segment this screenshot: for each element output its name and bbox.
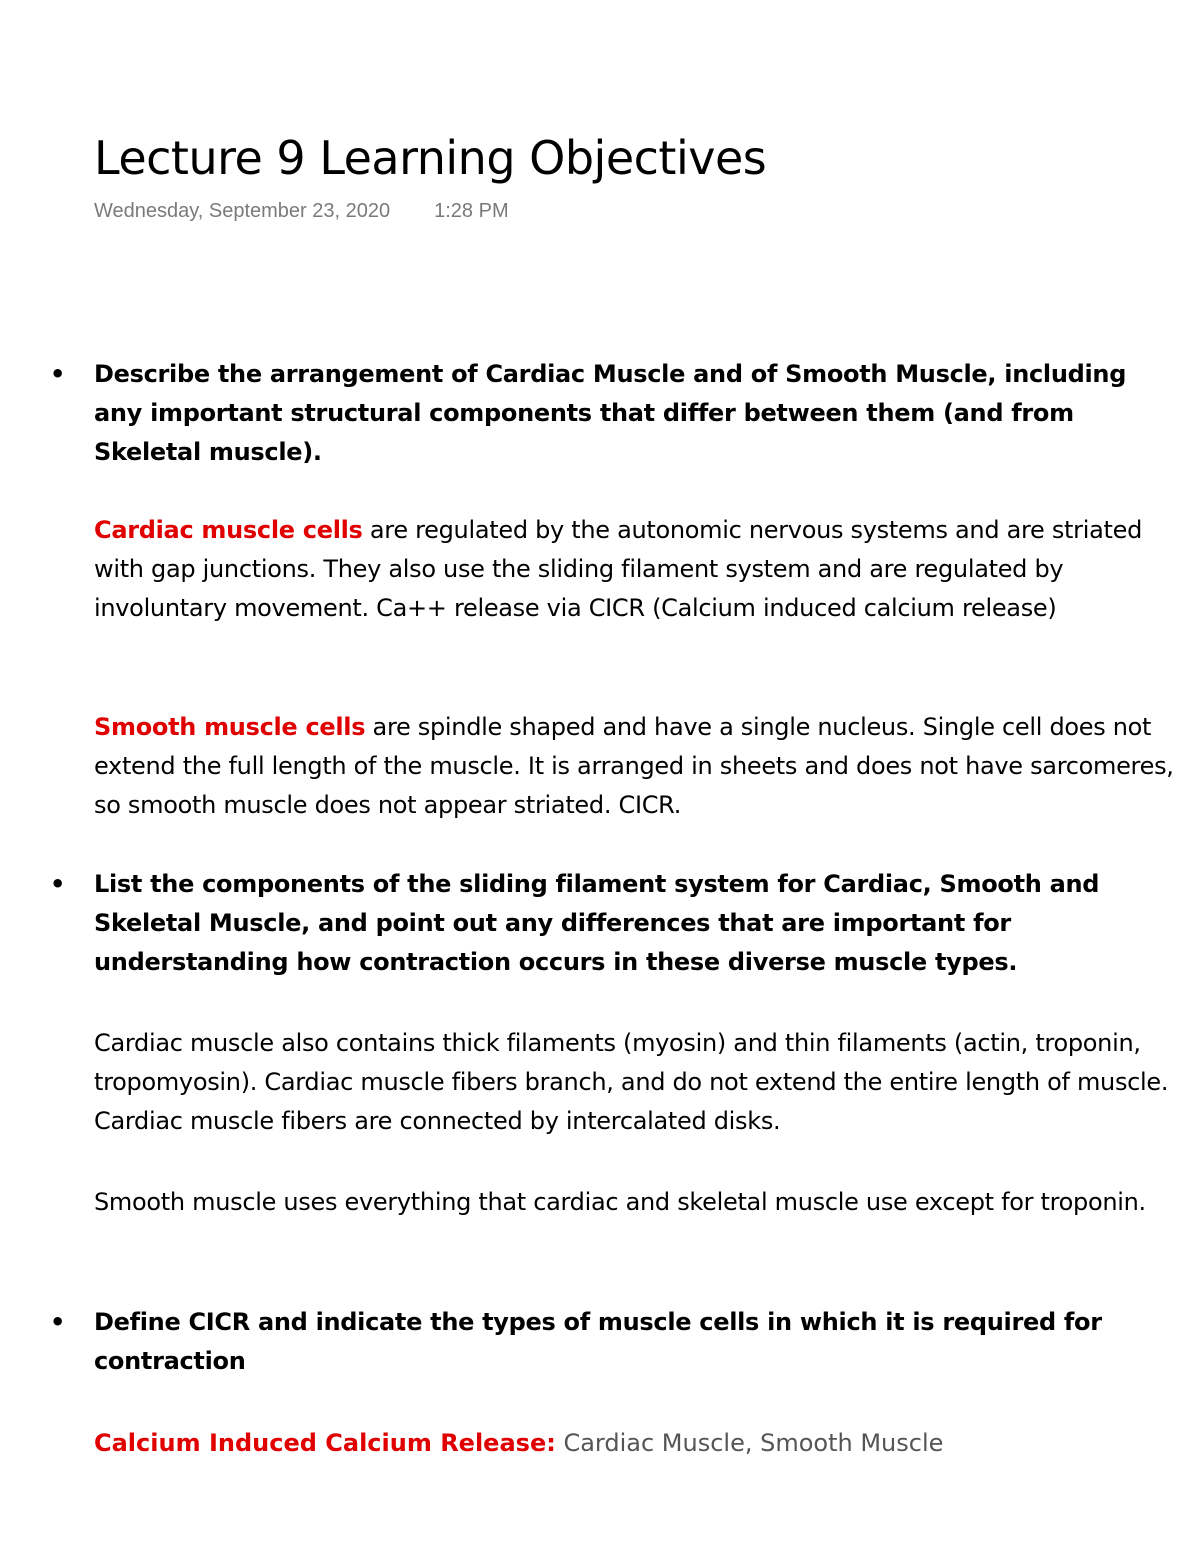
note-date: Wednesday, September 23, 2020 bbox=[94, 200, 391, 222]
answer-text: are regulated by the autonomic nervous systems and are striated with gap junctions. They also use the sliding filament system and are regulated by involuntary movement. Ca++ release via CICR (Calcium induced calcium release) bbox=[94, 516, 1143, 622]
objective-2 bbox=[50, 865, 1154, 982]
answer-text: are spindle shaped and have a single nucleus. Single cell does not extend the full length of the muscle. It is arranged in sheets and does not have sarcomeres, so smooth muscle does not appear striated. CICR. bbox=[94, 713, 1174, 819]
answer-cardiac-cells bbox=[94, 511, 1174, 628]
answer-filaments bbox=[94, 1024, 1174, 1141]
page-title: Lecture 9 Learning Objectives bbox=[94, 131, 767, 185]
answer-term: Cardiac muscle cells bbox=[94, 516, 363, 544]
answer-text: Smooth muscle uses everything that cardiac and skeletal muscle use except for troponin. bbox=[94, 1188, 1146, 1216]
answer-cicr-clipped bbox=[94, 1424, 1174, 1457]
objective-1 bbox=[50, 355, 1154, 472]
bullet-dot: • bbox=[50, 1308, 66, 1336]
answer-term: Calcium Induced Calcium Release: bbox=[94, 1429, 556, 1457]
objective-1-prompt: Describe the arrangement of Cardiac Muscle and of Smooth Muscle, including any important structural components that differ between them (and from Skeletal muscle). bbox=[94, 360, 1127, 466]
answer-smooth-troponin bbox=[94, 1183, 1174, 1222]
bullet-dot: • bbox=[50, 360, 66, 388]
note-time: 1:28 PM bbox=[434, 200, 509, 222]
objective-3-prompt: Define CICR and indicate the types of muscle cells in which it is required for contraction bbox=[94, 1308, 1102, 1375]
bullet-dot: • bbox=[50, 870, 66, 898]
answer-text: Cardiac Muscle, Smooth Muscle bbox=[555, 1429, 944, 1457]
objective-2-prompt: List the components of the sliding filament system for Cardiac, Smooth and Skeletal Muscle, and point out any differences that are important for understanding how contraction occurs in these diverse muscle types. bbox=[94, 870, 1100, 976]
answer-term: Smooth muscle cells bbox=[94, 713, 366, 741]
answer-text: Cardiac muscle also contains thick filaments (myosin) and thin filaments (actin, troponin, tropomyosin). Cardiac muscle fibers branch, and do not extend the entire length of muscle. Cardiac muscle fibers are connected by intercalated disks. bbox=[94, 1029, 1169, 1135]
objective-3 bbox=[50, 1303, 1154, 1381]
answer-smooth-cells bbox=[94, 708, 1174, 825]
